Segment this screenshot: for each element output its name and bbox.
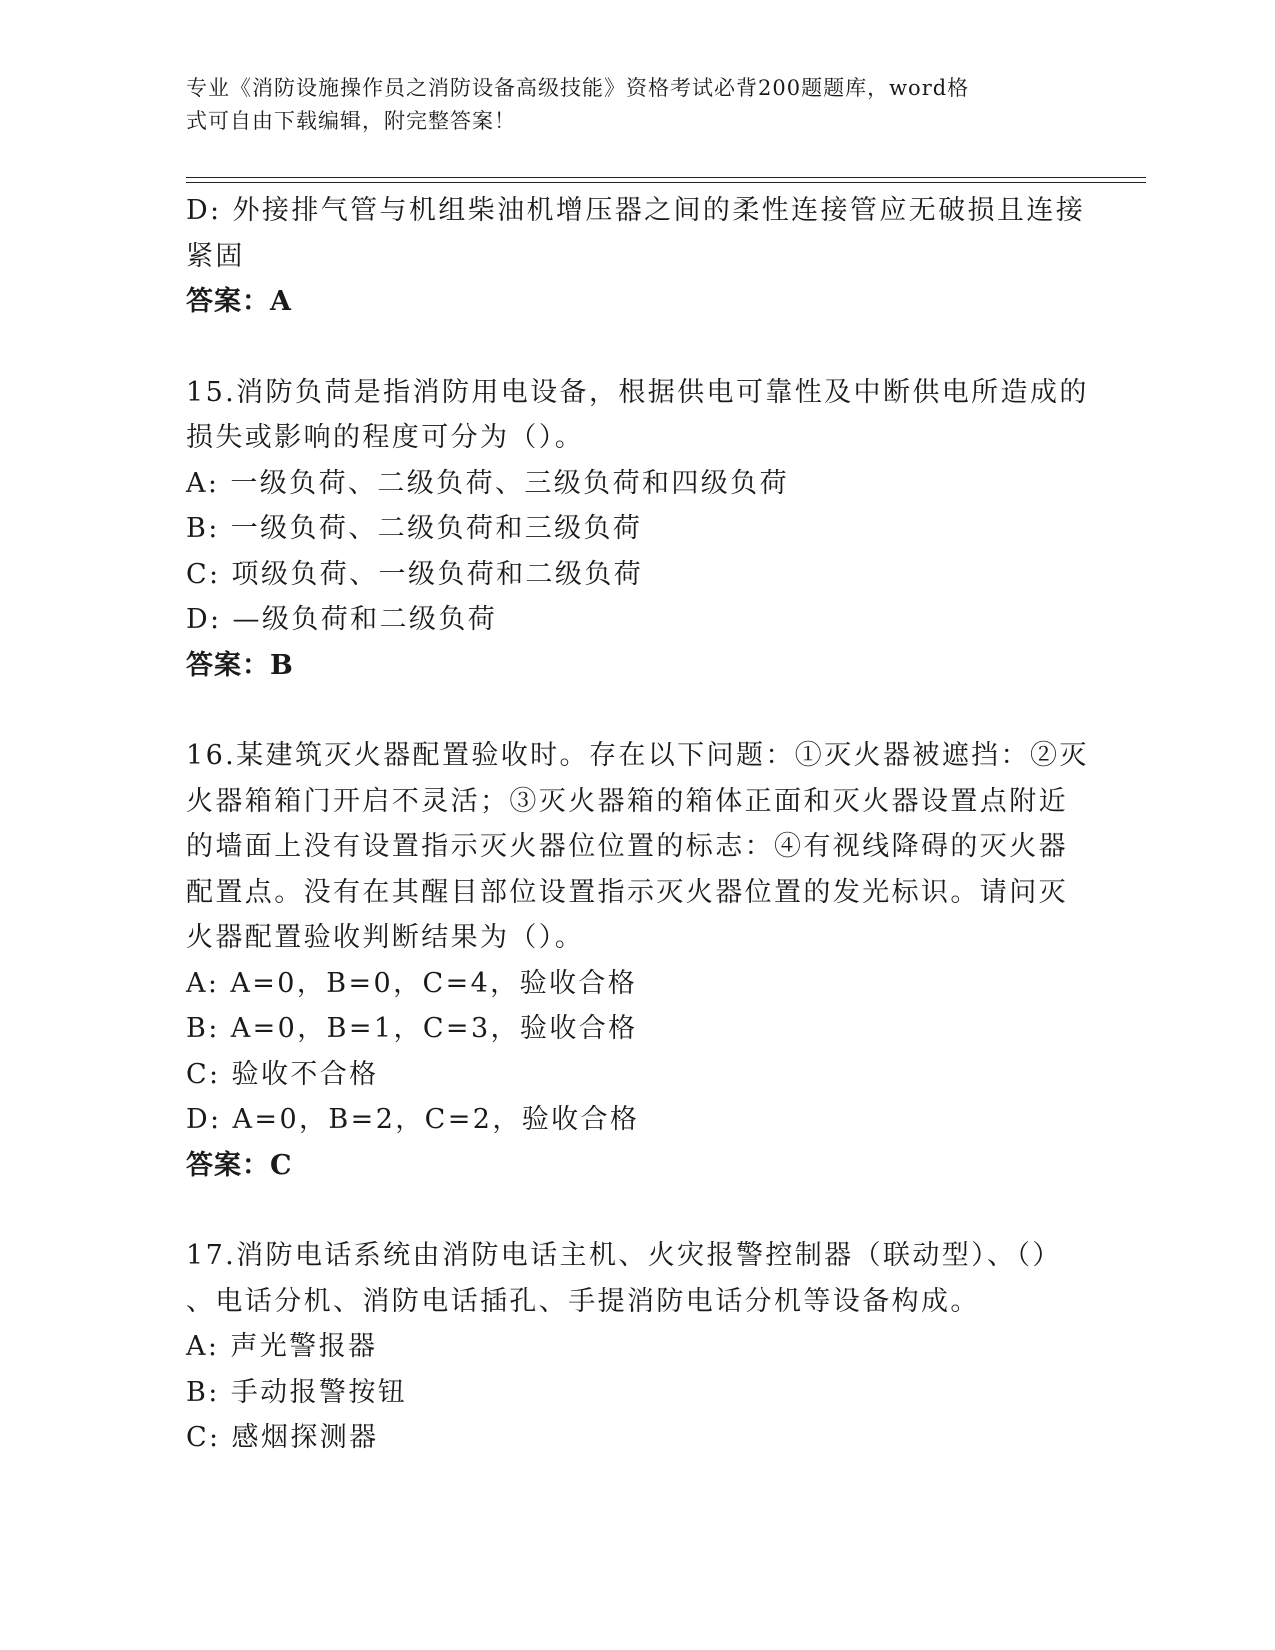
question-stem-line: 17.消防电话系统由消防电话主机、火灾报警控制器（联动型）、（） [186,1240,1062,1271]
page-header [186,72,1066,138]
option-b: B: 手动报警按钮 [186,1376,408,1408]
option-b: B: A=0，B=1，C=3，验收合格 [186,1013,638,1044]
option-d: D: —级负荷和二级负荷 [186,604,498,635]
option-d: D: A=0，B=2，C=2，验收合格 [186,1104,640,1135]
question-stem-line: 火器箱箱门开启不灵活；③灭火器箱的箱体正面和灭火器设置点附近 [186,785,1068,817]
option-d-line: 紧固 [186,240,245,272]
question-stem-line: 的墙面上没有设置指示灭火器位位置的标志：④有视线降碍的灭火器 [186,831,1068,862]
question-stem-line: 配置点。没有在其醒目部位设置指示灭火器位置的发光标识。请问灭 [186,876,1068,908]
option-c: C: 验收不合格 [186,1058,379,1090]
spacer [186,1188,1066,1233]
spacer [186,325,1066,370]
option-c: C: 感烟探测器 [186,1422,379,1453]
header-line: 专业《消防设施操作员之消防设备高级技能》资格考试必背200题题库，word格 [186,76,970,100]
answer-label: 答案：B [186,649,294,681]
header-rule [186,182,1146,183]
option-a: A: 一级负荷、二级负荷、三级负荷和四级负荷 [186,467,789,499]
question-17 [186,1233,1066,1461]
question-stem-line: 损失或影响的程度可分为（）。 [186,422,585,453]
spacer [186,688,1066,733]
header-rule [186,177,1146,178]
question-16 [186,733,1089,1188]
header-line: 式可自由下载编辑，附完整答案！ [186,109,516,133]
question-stem-line: 火器配置验收判断结果为（）。 [186,922,585,953]
answer-label: 答案：A [186,286,292,317]
question-14-tail [186,188,1086,325]
option-c: C: 项级负荷、一级负荷和二级负荷 [186,558,644,590]
question-stem-line: 16.某建筑灭火器配置验收时。存在以下问题：①灭火器被遮挡：②灭 [186,740,1089,771]
question-stem-line: 、电话分机、消防电话插孔、手提消防电话分机等设备构成。 [186,1285,980,1317]
question-stem-line: 15.消防负苘是指消防用电设备，根据供电可靠性及中断供电所造成的 [186,376,1089,408]
option-b: B: 一级负荷、二级负荷和三级负荷 [186,513,643,544]
question-content [186,188,1089,1461]
option-a: A: 声光警报器 [186,1331,378,1362]
question-15 [186,370,1089,689]
answer-label: 答案：C [186,1149,293,1181]
option-a: A: A=0，B=0，C=4，验收合格 [186,967,638,999]
option-d-line: D: 外接排气管与机组柴油机增压器之间的柔性连接管应无破损且连接 [186,195,1086,226]
